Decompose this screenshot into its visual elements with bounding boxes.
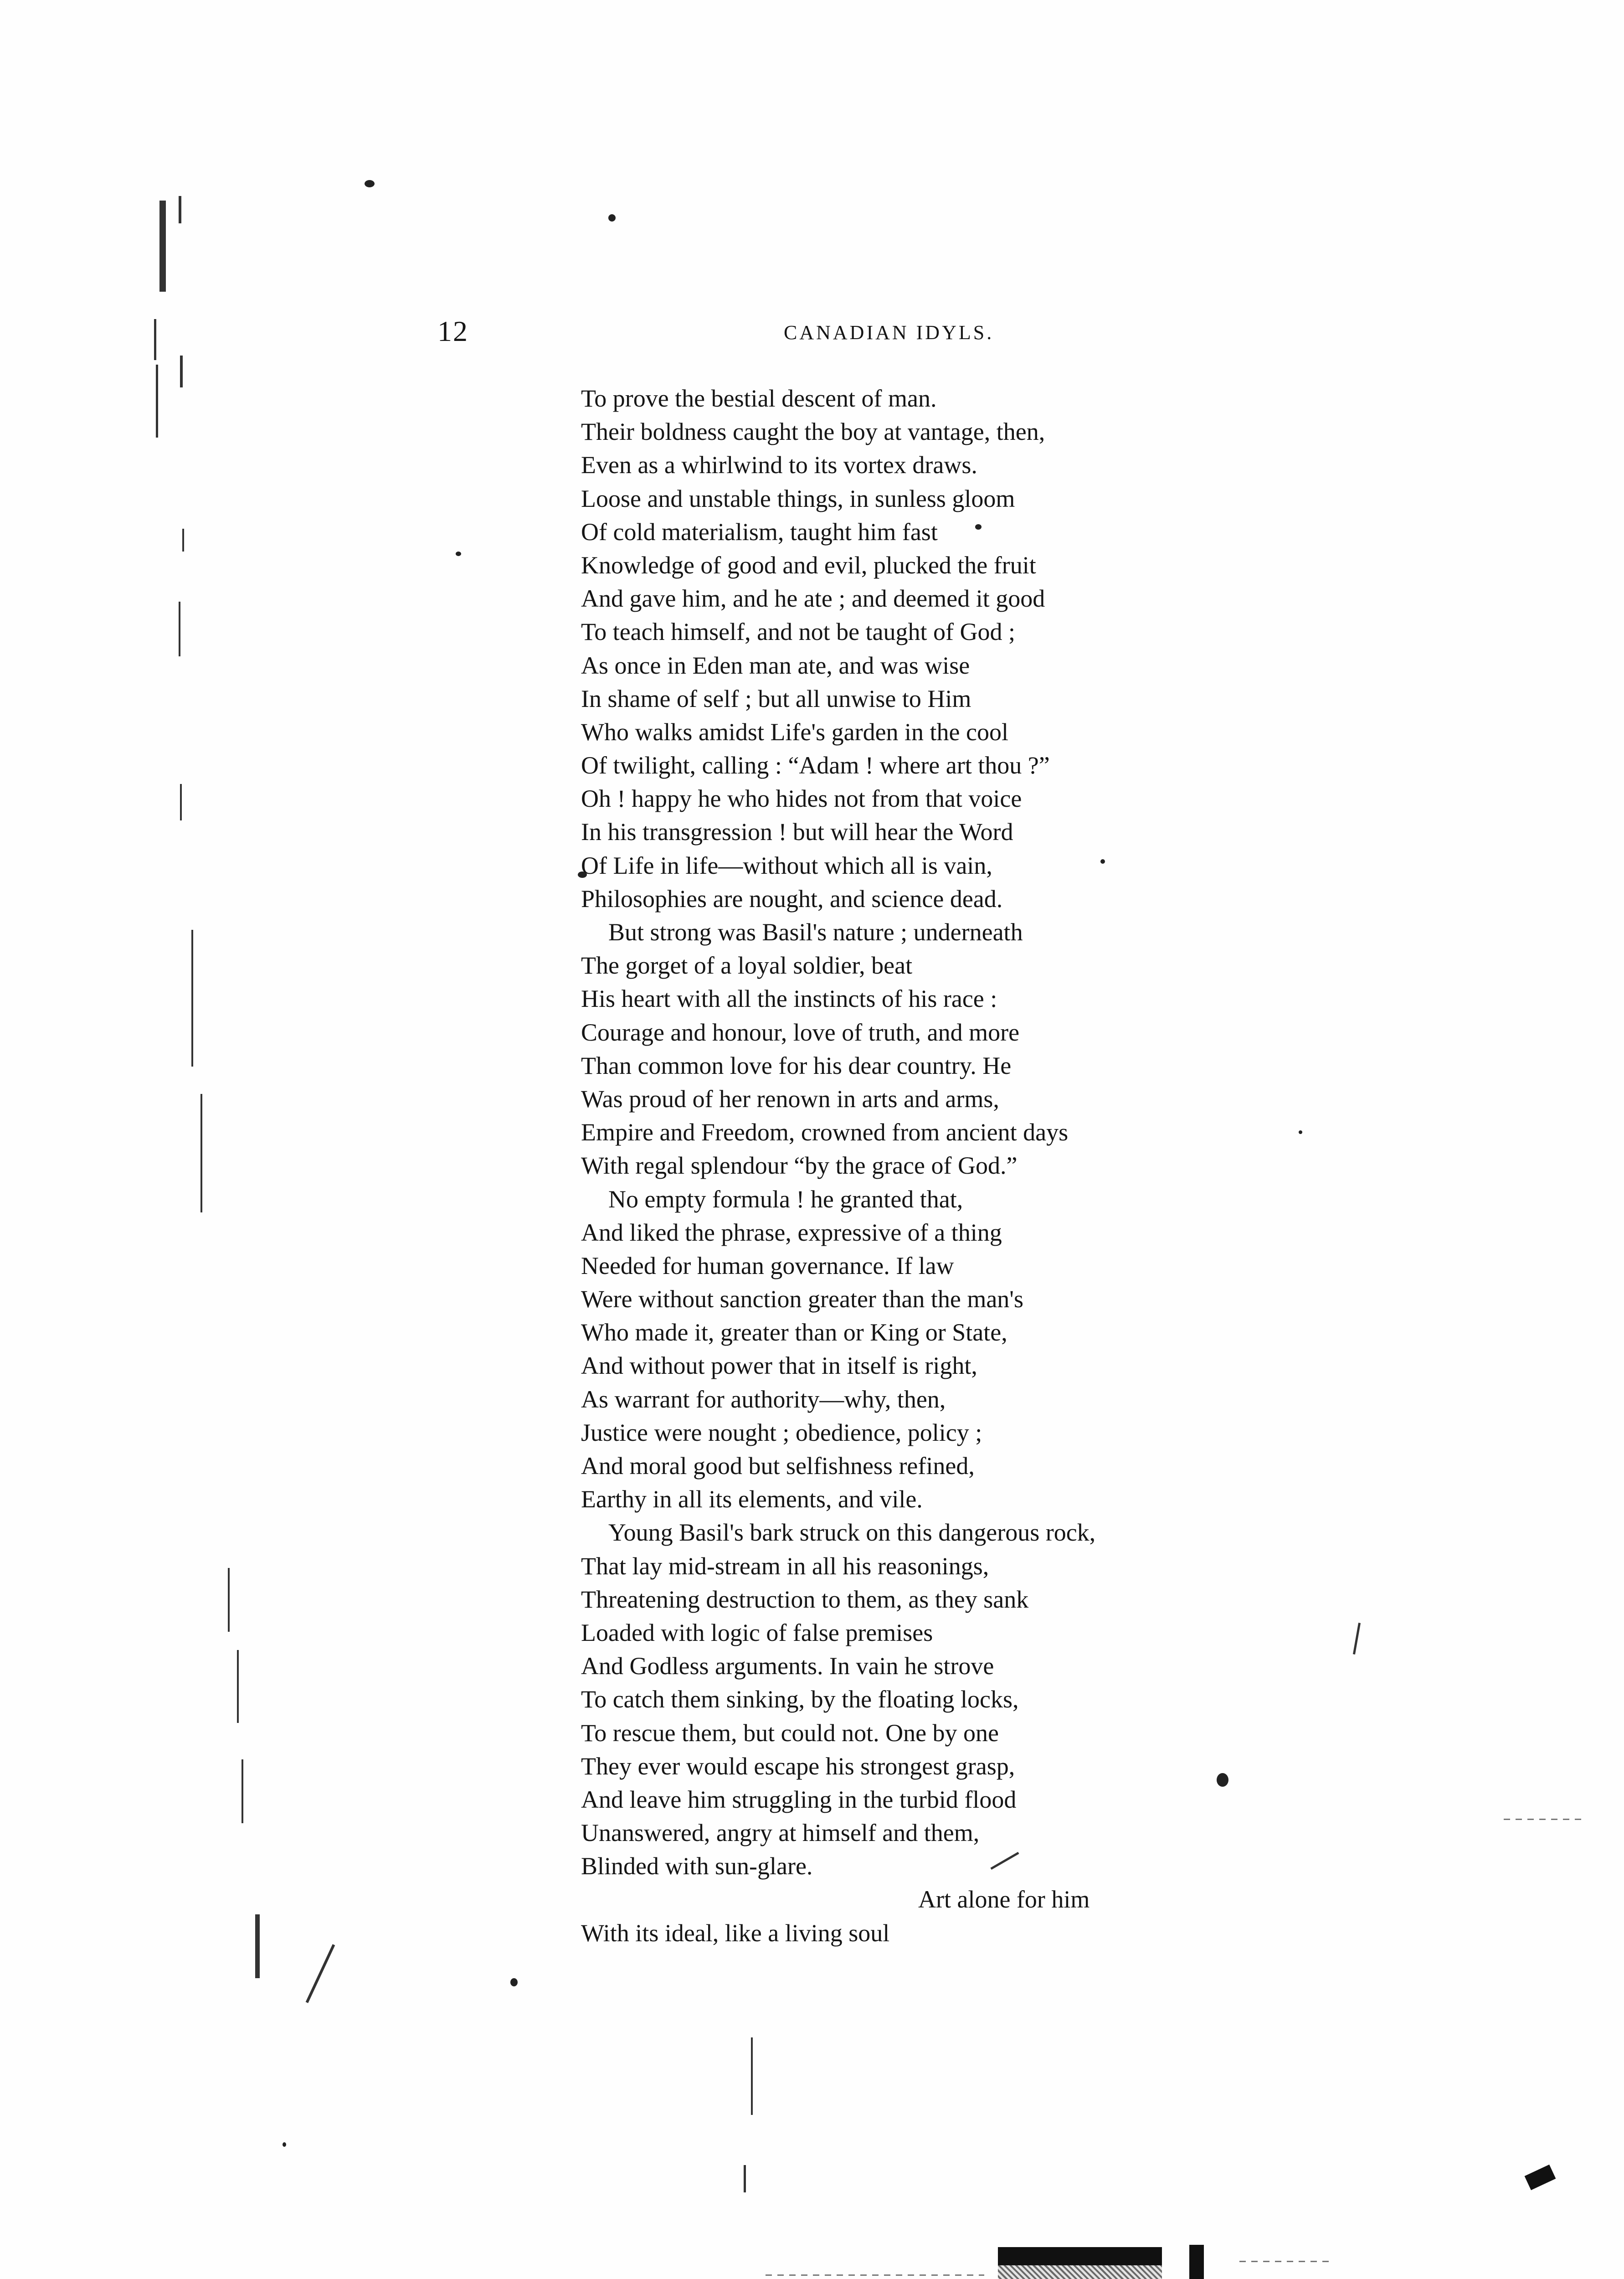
poem-line: Justice were nought ; obedience, policy ; bbox=[581, 1418, 982, 1446]
scan-artifact bbox=[242, 1759, 243, 1823]
scan-artifact bbox=[179, 602, 180, 656]
scan-artifact bbox=[998, 2247, 1162, 2265]
poem-line: Of Life in life—without which all is vain, bbox=[581, 851, 992, 879]
scan-artifact bbox=[1189, 2245, 1204, 2279]
poem-line: Art alone for him bbox=[918, 1886, 1090, 1913]
poem-line: Loose and unstable things, in sunless gloom bbox=[581, 485, 1015, 512]
poem-line: To catch them sinking, by the floating locks, bbox=[581, 1686, 1019, 1713]
scan-artifact bbox=[182, 529, 184, 552]
poem-line: To teach himself, and not be taught of God ; bbox=[581, 618, 1015, 646]
poem-line: As warrant for authority—why, then, bbox=[581, 1385, 946, 1413]
poem-line: Of cold materialism, taught him fast bbox=[581, 518, 938, 546]
poem-line: Were without sanction greater than the man's bbox=[581, 1285, 1024, 1313]
scan-artifact bbox=[456, 552, 461, 556]
poem-text bbox=[581, 382, 1333, 1950]
scan-artifact bbox=[1504, 1819, 1586, 1820]
poem-line: His heart with all the instincts of his race : bbox=[581, 985, 997, 1013]
scan-artifact bbox=[744, 2165, 746, 2192]
scan-artifact bbox=[1353, 1623, 1361, 1655]
poem-line: Philosophies are nought, and science dead. bbox=[581, 885, 1003, 913]
page-number: 12 bbox=[437, 315, 468, 347]
poem-line: And leave him struggling in the turbid flood bbox=[581, 1785, 1017, 1813]
poem-line: And gave him, and he ate ; and deemed it good bbox=[581, 585, 1045, 613]
poem-line: Their boldness caught the boy at vantage, then, bbox=[581, 418, 1045, 446]
poem-line: And Godless arguments. In vain he strove bbox=[581, 1652, 994, 1680]
poem-line: And without power that in itself is right, bbox=[581, 1352, 977, 1380]
scan-artifact bbox=[1239, 2261, 1331, 2262]
scan-artifact bbox=[200, 1094, 202, 1212]
running-title: CANADIAN IDYLS. bbox=[784, 321, 994, 344]
poem-line: But strong was Basil's nature ; underneath bbox=[608, 918, 1023, 946]
poem-line: With its ideal, like a living soul bbox=[581, 1919, 890, 1947]
poem-line: Needed for human governance. If law bbox=[581, 1252, 954, 1279]
scan-artifact bbox=[191, 930, 193, 1067]
scan-artifact bbox=[154, 319, 156, 360]
poem-line: They ever would escape his strongest grasp, bbox=[581, 1752, 1015, 1780]
scan-artifact bbox=[510, 1978, 518, 1986]
scan-artifact bbox=[365, 180, 375, 187]
scan-artifact bbox=[180, 784, 182, 820]
scan-artifact bbox=[751, 2037, 753, 2115]
poem-line: As once in Eden man ate, and was wise bbox=[581, 651, 970, 679]
poem-line: Blinded with sun-glare. bbox=[581, 1852, 813, 1880]
scan-artifact bbox=[255, 1914, 260, 1978]
poem-line: In his transgression ! but will hear the Word bbox=[581, 818, 1013, 846]
poem-line: In shame of self ; but all unwise to Him bbox=[581, 685, 971, 712]
scan-artifact bbox=[159, 201, 166, 292]
poem-line: Earthy in all its elements, and vile. bbox=[581, 1485, 923, 1513]
running-head bbox=[437, 315, 1075, 356]
scan-artifact bbox=[237, 1650, 239, 1723]
poem-line: Of twilight, calling : “Adam ! where art thou ?” bbox=[581, 752, 1050, 779]
poem-line: Loaded with logic of false premises bbox=[581, 1619, 933, 1646]
poem-line: With regal splendour “by the grace of God.” bbox=[581, 1152, 1018, 1180]
scan-artifact bbox=[766, 2274, 984, 2276]
poem-line: And liked the phrase, expressive of a thing bbox=[581, 1218, 1002, 1246]
poem-line: The gorget of a loyal soldier, beat bbox=[581, 952, 913, 980]
scan-artifact bbox=[228, 1568, 230, 1632]
poem-line: To rescue them, but could not. One by one bbox=[581, 1719, 999, 1747]
poem-line: Was proud of her renown in arts and arms, bbox=[581, 1085, 999, 1113]
poem-line: Oh ! happy he who hides not from that voice bbox=[581, 785, 1022, 813]
poem-line: Young Basil's bark struck on this dangerous rock, bbox=[608, 1519, 1096, 1547]
scan-artifact bbox=[1525, 2165, 1556, 2190]
scan-artifact bbox=[156, 365, 158, 438]
poem-line: Threatening destruction to them, as they sank bbox=[581, 1585, 1029, 1613]
poem-line: Who made it, greater than or King or State, bbox=[581, 1319, 1007, 1346]
poem-line: That lay mid-stream in all his reasonings, bbox=[581, 1552, 989, 1580]
scan-artifact bbox=[608, 214, 616, 222]
poem-line: To prove the bestial descent of man. bbox=[581, 385, 937, 412]
scan-artifact bbox=[180, 356, 183, 387]
poem-line: Than common love for his dear country. He bbox=[581, 1052, 1012, 1079]
poem-line: Even as a whirlwind to its vortex draws. bbox=[581, 451, 977, 479]
poem-line: Courage and honour, love of truth, and more bbox=[581, 1018, 1020, 1046]
scan-artifact bbox=[179, 196, 181, 223]
poem-line: And moral good but selfishness refined, bbox=[581, 1452, 975, 1480]
scan-artifact bbox=[998, 2265, 1162, 2279]
poem-line: No empty formula ! he granted that, bbox=[608, 1185, 963, 1213]
poem-line: Empire and Freedom, crowned from ancient days bbox=[581, 1119, 1069, 1146]
poem-line: Who walks amidst Life's garden in the cool bbox=[581, 718, 1008, 746]
scan-artifact bbox=[283, 2142, 286, 2147]
poem-line: Knowledge of good and evil, plucked the fruit bbox=[581, 551, 1036, 579]
poem-line: Unanswered, angry at himself and them, bbox=[581, 1819, 980, 1847]
scan-artifact bbox=[306, 1944, 335, 2003]
